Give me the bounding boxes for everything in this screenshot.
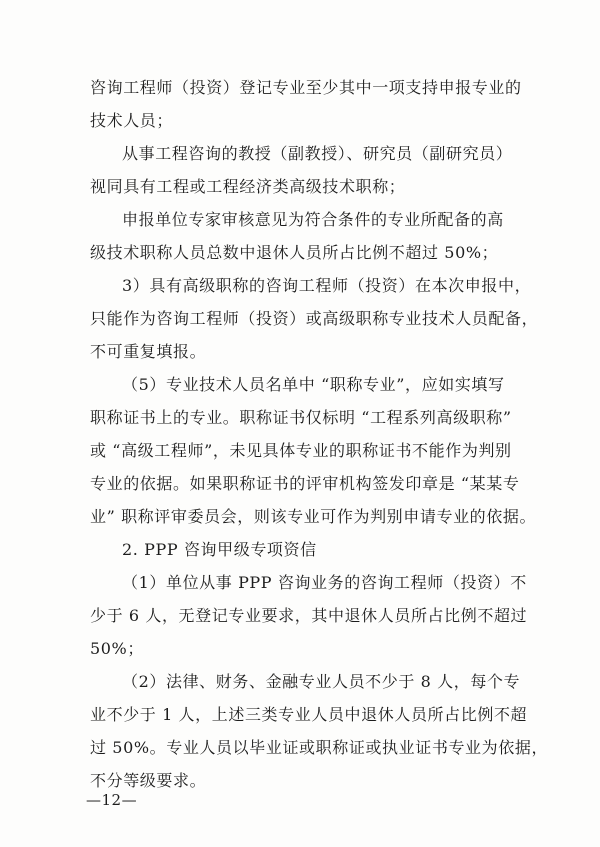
- text-line: 或 “高级工程师”，未见具体专业的职称证书不能作为判别: [90, 441, 512, 460]
- text-line: 只能作为咨询工程师（投资）或高级职称专业技术人员配备，: [90, 309, 539, 328]
- page-number: —12—: [86, 791, 138, 809]
- text-line: 专业的依据。如果职称证书的评审机构签发印章是 “某某专: [90, 474, 520, 493]
- text-line: 业” 职称评审委员会，则该专业可作为判别申请专业的依据。: [90, 507, 537, 526]
- section-heading: 2. PPP 咨询甲级专项资信: [122, 540, 317, 559]
- text-line: 职称证书上的专业。职称证书仅标明 “工程系列高级职称”: [90, 408, 512, 427]
- text-line: 不可重复填报。: [90, 342, 207, 361]
- text-line: （5）专业技术人员名单中 “职称专业”，应如实填写: [122, 375, 505, 394]
- text-line: 技术人员；: [90, 111, 174, 130]
- text-line: 3）具有高级职称的咨询工程师（投资）在本次申报中，: [122, 276, 532, 295]
- document-body: [90, 71, 549, 797]
- text-line: 业不少于 1 人，上述三类专业人员中退休人员所占比例不超: [90, 705, 528, 724]
- text-line: 咨询工程师（投资）登记专业至少其中一项支持申报专业的: [90, 78, 522, 97]
- text-line: 不分等级要求。: [90, 771, 207, 790]
- text-line: （1）单位从事 PPP 咨询业务的咨询工程师（投资）不: [122, 573, 527, 592]
- text-line: 50%；: [90, 639, 144, 658]
- text-line: 级技术职称人员总数中退休人员所占比例不超过 50%；: [90, 243, 499, 262]
- text-line: 从事工程咨询的教授（副教授）、研究员（副研究员）: [122, 144, 513, 163]
- text-line: 申报单位专家审核意见为符合条件的专业所配备的高: [122, 210, 504, 229]
- text-line: 少于 6 人，无登记专业要求，其中退休人员所占比例不超过: [90, 606, 528, 625]
- text-line: 过 50%。专业人员以毕业证或职称证或执业证书专业为依据，: [90, 738, 549, 757]
- text-line: （2）法律、财务、金融专业人员不少于 8 人，每个专: [122, 672, 521, 691]
- text-line: 视同具有工程或工程经济类高级技术职称；: [90, 177, 406, 196]
